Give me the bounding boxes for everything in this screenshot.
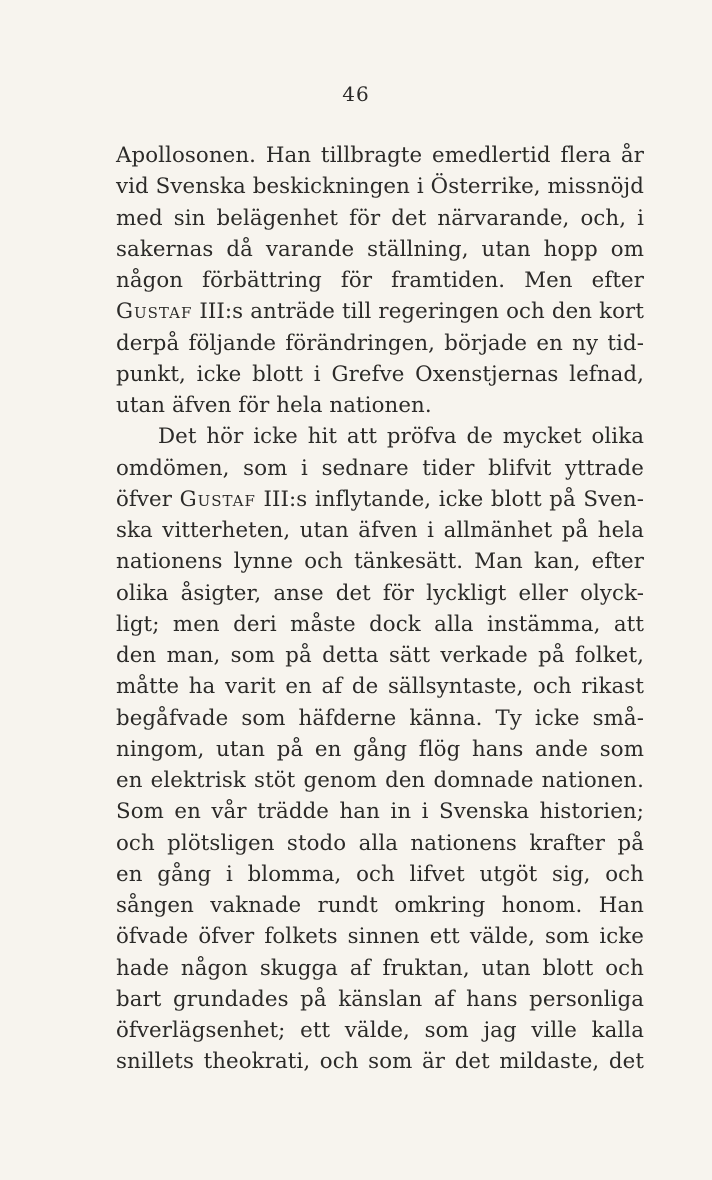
- text-segment: en elektrisk stöt genom den domnade nationen.: [116, 768, 644, 793]
- text-segment: Apollosonen. Han tillbragte emedlertid flera år: [116, 143, 644, 168]
- name-small-caps: Gustaf: [116, 299, 193, 325]
- text-segment: öfvade öfver folkets sinnen ett välde, som icke: [116, 924, 644, 950]
- text-line: [116, 921, 644, 952]
- text-line: [116, 265, 644, 296]
- text-segment: sakernas då varande ställning, utan hopp om: [116, 236, 644, 262]
- text-line: [116, 1046, 644, 1077]
- text-segment: Som en vår trädde han in i Svenska historien;: [116, 799, 644, 825]
- text-segment: med sin belägenhet för det närvarande, och, i: [116, 205, 644, 231]
- text-segment: måtte ha varit en af de sällsyntaste, och rikast: [116, 674, 644, 700]
- text-segment: och plötsligen stodo alla nationens krafter på: [116, 830, 644, 856]
- text-segment: utan äfven för hela nationen.: [116, 393, 432, 418]
- text-line: [116, 609, 644, 640]
- text-line: [116, 546, 644, 577]
- text-segment: öfver: [116, 486, 180, 512]
- text-line: [116, 1015, 644, 1046]
- text-line: [116, 828, 644, 859]
- text-segment: öfverlägsenhet; ett välde, som jag ville kalla: [116, 1018, 644, 1043]
- paragraph: [116, 140, 644, 421]
- text-segment: omdömen, som i sednare tider blifvit yttrade: [116, 455, 644, 481]
- text-line: [116, 578, 644, 609]
- text-segment: vid Svenska beskickningen i Österrike, missnöjd: [116, 174, 644, 200]
- text-segment: ningom, utan på en gång flög hans ande som: [116, 736, 644, 762]
- text-segment: III:s inflytande, icke blott på Sven-: [255, 486, 644, 512]
- text-segment: derpå följande förändringen, började en ny tid-: [116, 330, 644, 356]
- text-line: [116, 359, 644, 390]
- text-line: [116, 296, 644, 327]
- text-segment: bart grundades på känslan af hans personliga: [116, 986, 644, 1012]
- text-segment: den man, som på detta sätt verkade på folket,: [116, 643, 644, 668]
- text-line: [116, 734, 644, 765]
- text-segment: punkt, icke blott i Grefve Oxenstjernas lefnad,: [116, 361, 644, 387]
- text-segment: hade någon skugga af fruktan, utan blott och: [116, 955, 644, 981]
- text-line: [116, 484, 644, 515]
- text-line: [116, 640, 644, 671]
- text-line: [116, 234, 644, 265]
- text-line: [116, 671, 644, 702]
- text-segment: snillets theokrati, och som är det mildaste, det: [116, 1049, 644, 1075]
- text-line: [116, 515, 644, 546]
- text-segment: nationens lynne och tänkesätt. Man kan, efter: [116, 549, 644, 575]
- page-number: 46: [342, 82, 370, 106]
- text-segment: III:s anträde till regeringen och den kort: [192, 299, 644, 325]
- text-line: [116, 984, 644, 1015]
- text-line: [116, 703, 644, 734]
- text-line: [116, 140, 644, 171]
- text-line: [116, 765, 644, 796]
- text-segment: olika åsigter, anse det för lyckligt eller olyck-: [116, 580, 644, 606]
- text-segment: ligt; men deri måste dock alla instämma, att: [116, 611, 644, 637]
- text-line: [116, 203, 644, 234]
- text-segment: sången vaknade rundt omkring honom. Han: [116, 893, 644, 918]
- text-segment: ska vitterheten, utan äfven i allmänhet på hela: [116, 518, 644, 543]
- text-line: [116, 421, 644, 452]
- paragraph: [116, 421, 644, 1077]
- text-line: [116, 171, 644, 202]
- text-line: [116, 453, 644, 484]
- text-segment: någon förbättring för framtiden. Men efter: [116, 268, 644, 293]
- text-segment: Det hör icke hit att pröfva de mycket olika: [158, 424, 644, 450]
- text-line: [116, 953, 644, 984]
- text-segment: begåfvade som häfderne känna. Ty icke små-: [116, 705, 644, 731]
- text-line: [116, 328, 644, 359]
- text-line: [116, 890, 644, 921]
- text-segment: en gång i blomma, och lifvet utgöt sig, och: [116, 861, 644, 887]
- text-line: [116, 859, 644, 890]
- body-text: [116, 140, 644, 1078]
- text-line: [116, 390, 644, 421]
- name-small-caps: Gustaf: [179, 486, 256, 512]
- text-line: [116, 796, 644, 827]
